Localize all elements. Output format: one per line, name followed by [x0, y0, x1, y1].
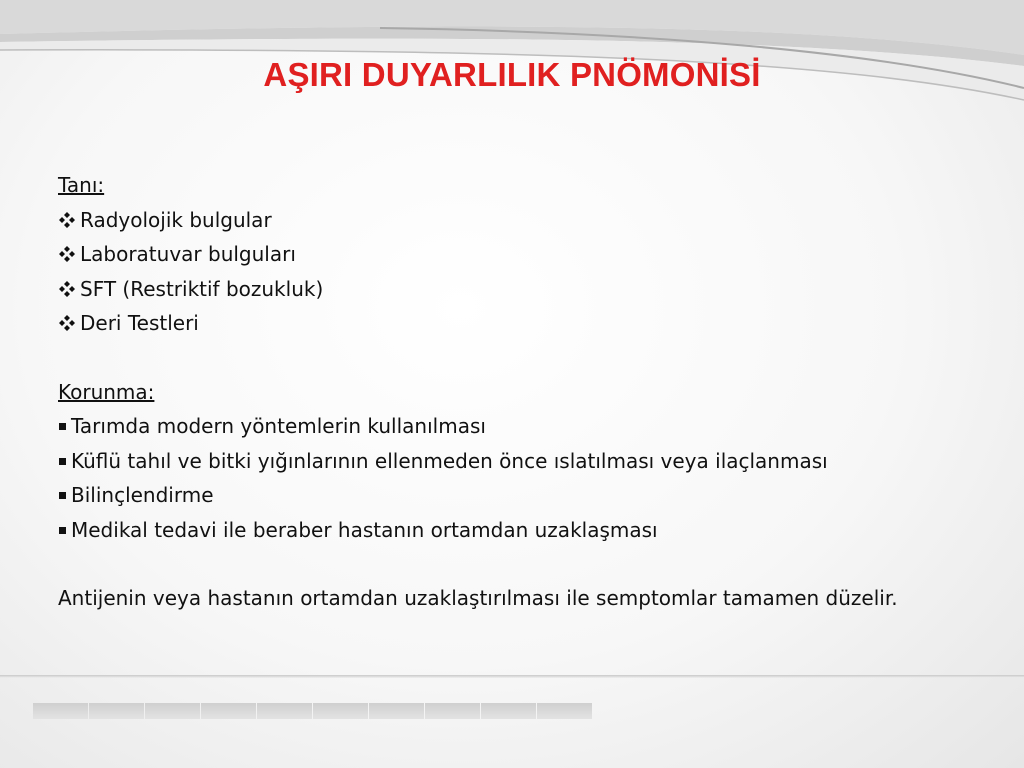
prevention-heading: Korunma:	[58, 379, 155, 404]
footer-segment	[89, 703, 144, 719]
prevention-item-text: Medikal tedavi ile beraber hastanın ortamdan uzaklaşması	[71, 517, 658, 542]
list-item	[58, 203, 958, 238]
page-title: AŞIRI DUYARLILIK PNÖMONİSİ	[263, 56, 761, 93]
square-bullet-icon	[58, 478, 71, 513]
diagnosis-item-text: SFT (Restriktif bozukluk)	[80, 276, 324, 301]
four-diamond-icon	[58, 237, 80, 272]
square-bullet-icon	[58, 444, 71, 479]
footer-segment	[201, 703, 256, 719]
slide-content	[58, 168, 958, 616]
diagnosis-item-text: Laboratuvar bulguları	[80, 242, 296, 266]
conclusion-text: Antijenin veya hastanın ortamdan uzaklaştırılması ile semptomlar tamamen düzelir.	[58, 586, 898, 610]
prevention-item-text: Bilinçlendirme	[71, 483, 214, 507]
footer-segment	[313, 703, 368, 719]
diagnosis-list	[58, 203, 958, 341]
prevention-list	[58, 409, 958, 547]
list-item	[58, 409, 958, 444]
diagnosis-item-text: Radyolojik bulgular	[80, 207, 272, 232]
list-item	[58, 513, 958, 548]
four-diamond-icon	[58, 272, 80, 307]
list-item	[58, 478, 958, 513]
footer-segment	[369, 703, 424, 719]
square-bullet-icon	[58, 409, 71, 444]
list-item	[58, 306, 958, 341]
list-item	[58, 444, 958, 479]
footer-segment	[481, 703, 536, 719]
prevention-item-text: Tarımda modern yöntemlerin kullanılması	[71, 414, 486, 438]
diagnosis-heading: Tanı:	[58, 173, 105, 197]
footer-segment-bar	[33, 703, 592, 719]
footer-segment	[257, 703, 312, 719]
spacer	[58, 547, 958, 581]
square-bullet-icon	[58, 513, 71, 548]
four-diamond-icon	[58, 203, 80, 238]
list-item	[58, 272, 958, 307]
diagnosis-item-text: Deri Testleri	[80, 311, 199, 335]
four-diamond-icon	[58, 306, 80, 341]
prevention-item-text: Küflü tahıl ve bitki yığınlarının ellenmeden önce ıslatılması veya ilaçlanması	[71, 448, 828, 473]
footer-segment	[425, 703, 480, 719]
footer-segment	[145, 703, 200, 719]
list-item	[58, 237, 958, 272]
footer-segment	[537, 703, 592, 719]
footer-segment	[33, 703, 88, 719]
footer-divider	[0, 675, 1024, 678]
spacer	[58, 341, 958, 375]
